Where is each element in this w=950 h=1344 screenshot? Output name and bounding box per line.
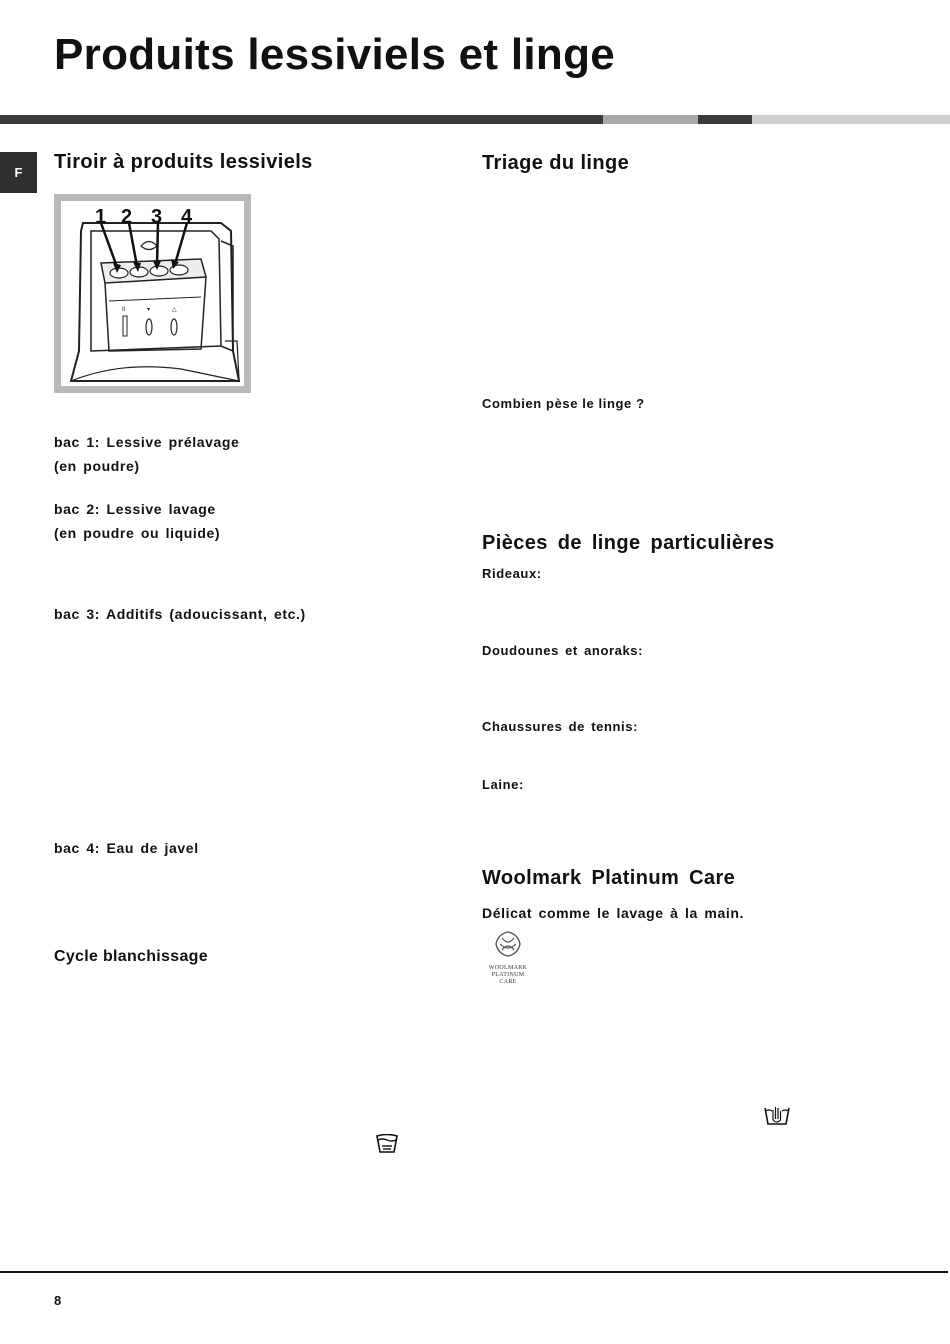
logo-text-2: PLATINUM	[491, 972, 525, 978]
tennis-shoes-label: Chaussures de tennis:	[482, 719, 639, 734]
header-bar-dark	[0, 115, 603, 124]
logo-text-3: CARE	[499, 979, 517, 985]
page-number: 8	[54, 1293, 62, 1308]
header-bar-mid	[603, 115, 698, 124]
figure-number-2: 2	[121, 206, 133, 228]
header-bar-dark-2	[698, 115, 752, 124]
logo-text-1: WOOLMARK	[488, 965, 528, 971]
sorting-heading: Triage du linge	[482, 152, 630, 174]
drawer-heading: Tiroir à produits lessiviels	[54, 151, 313, 173]
svg-text:▾: ▾	[147, 307, 151, 313]
header-bar-light	[752, 115, 950, 124]
svg-text:II: II	[122, 307, 126, 313]
detergent-drawer-figure	[54, 194, 251, 393]
figure-number-3: 3	[151, 206, 163, 228]
hand-wash-icon	[763, 1104, 791, 1126]
bac3-label: bac 3: Additifs (adoucissant, etc.)	[54, 606, 306, 622]
curtains-label: Rideaux:	[482, 566, 542, 581]
bac4-label: bac 4: Eau de javel	[54, 840, 199, 856]
special-heading: Pièces de linge particulières	[482, 532, 775, 554]
bac2-label: bac 2: Lessive lavage	[54, 501, 216, 517]
wash-basin-icon	[375, 1134, 399, 1154]
woolmark-subtitle: Délicat comme le lavage à la main.	[482, 905, 744, 921]
wool-label: Laine:	[482, 777, 524, 792]
bac1-label: bac 1: Lessive prélavage	[54, 434, 240, 450]
footer-rule	[0, 1271, 948, 1273]
drawer-illustration	[61, 201, 244, 386]
cycle-label: Cycle blanchissage	[54, 948, 208, 965]
bac1-detail: (en poudre)	[54, 458, 140, 474]
woolmark-logo-icon	[482, 930, 534, 984]
woolmark-symbol	[482, 930, 534, 960]
weight-question: Combien pèse le linge ?	[482, 396, 645, 411]
page-title: Produits lessiviels et linge	[54, 30, 616, 79]
figure-number-1: 1	[95, 206, 107, 228]
figure-number-4: 4	[181, 206, 193, 228]
bac2-detail: (en poudre ou liquide)	[54, 525, 221, 541]
language-tab: F	[0, 152, 37, 193]
down-jackets-label: Doudounes et anoraks:	[482, 643, 644, 658]
svg-text:△: △	[172, 307, 177, 313]
woolmark-heading: Woolmark Platinum Care	[482, 867, 736, 889]
